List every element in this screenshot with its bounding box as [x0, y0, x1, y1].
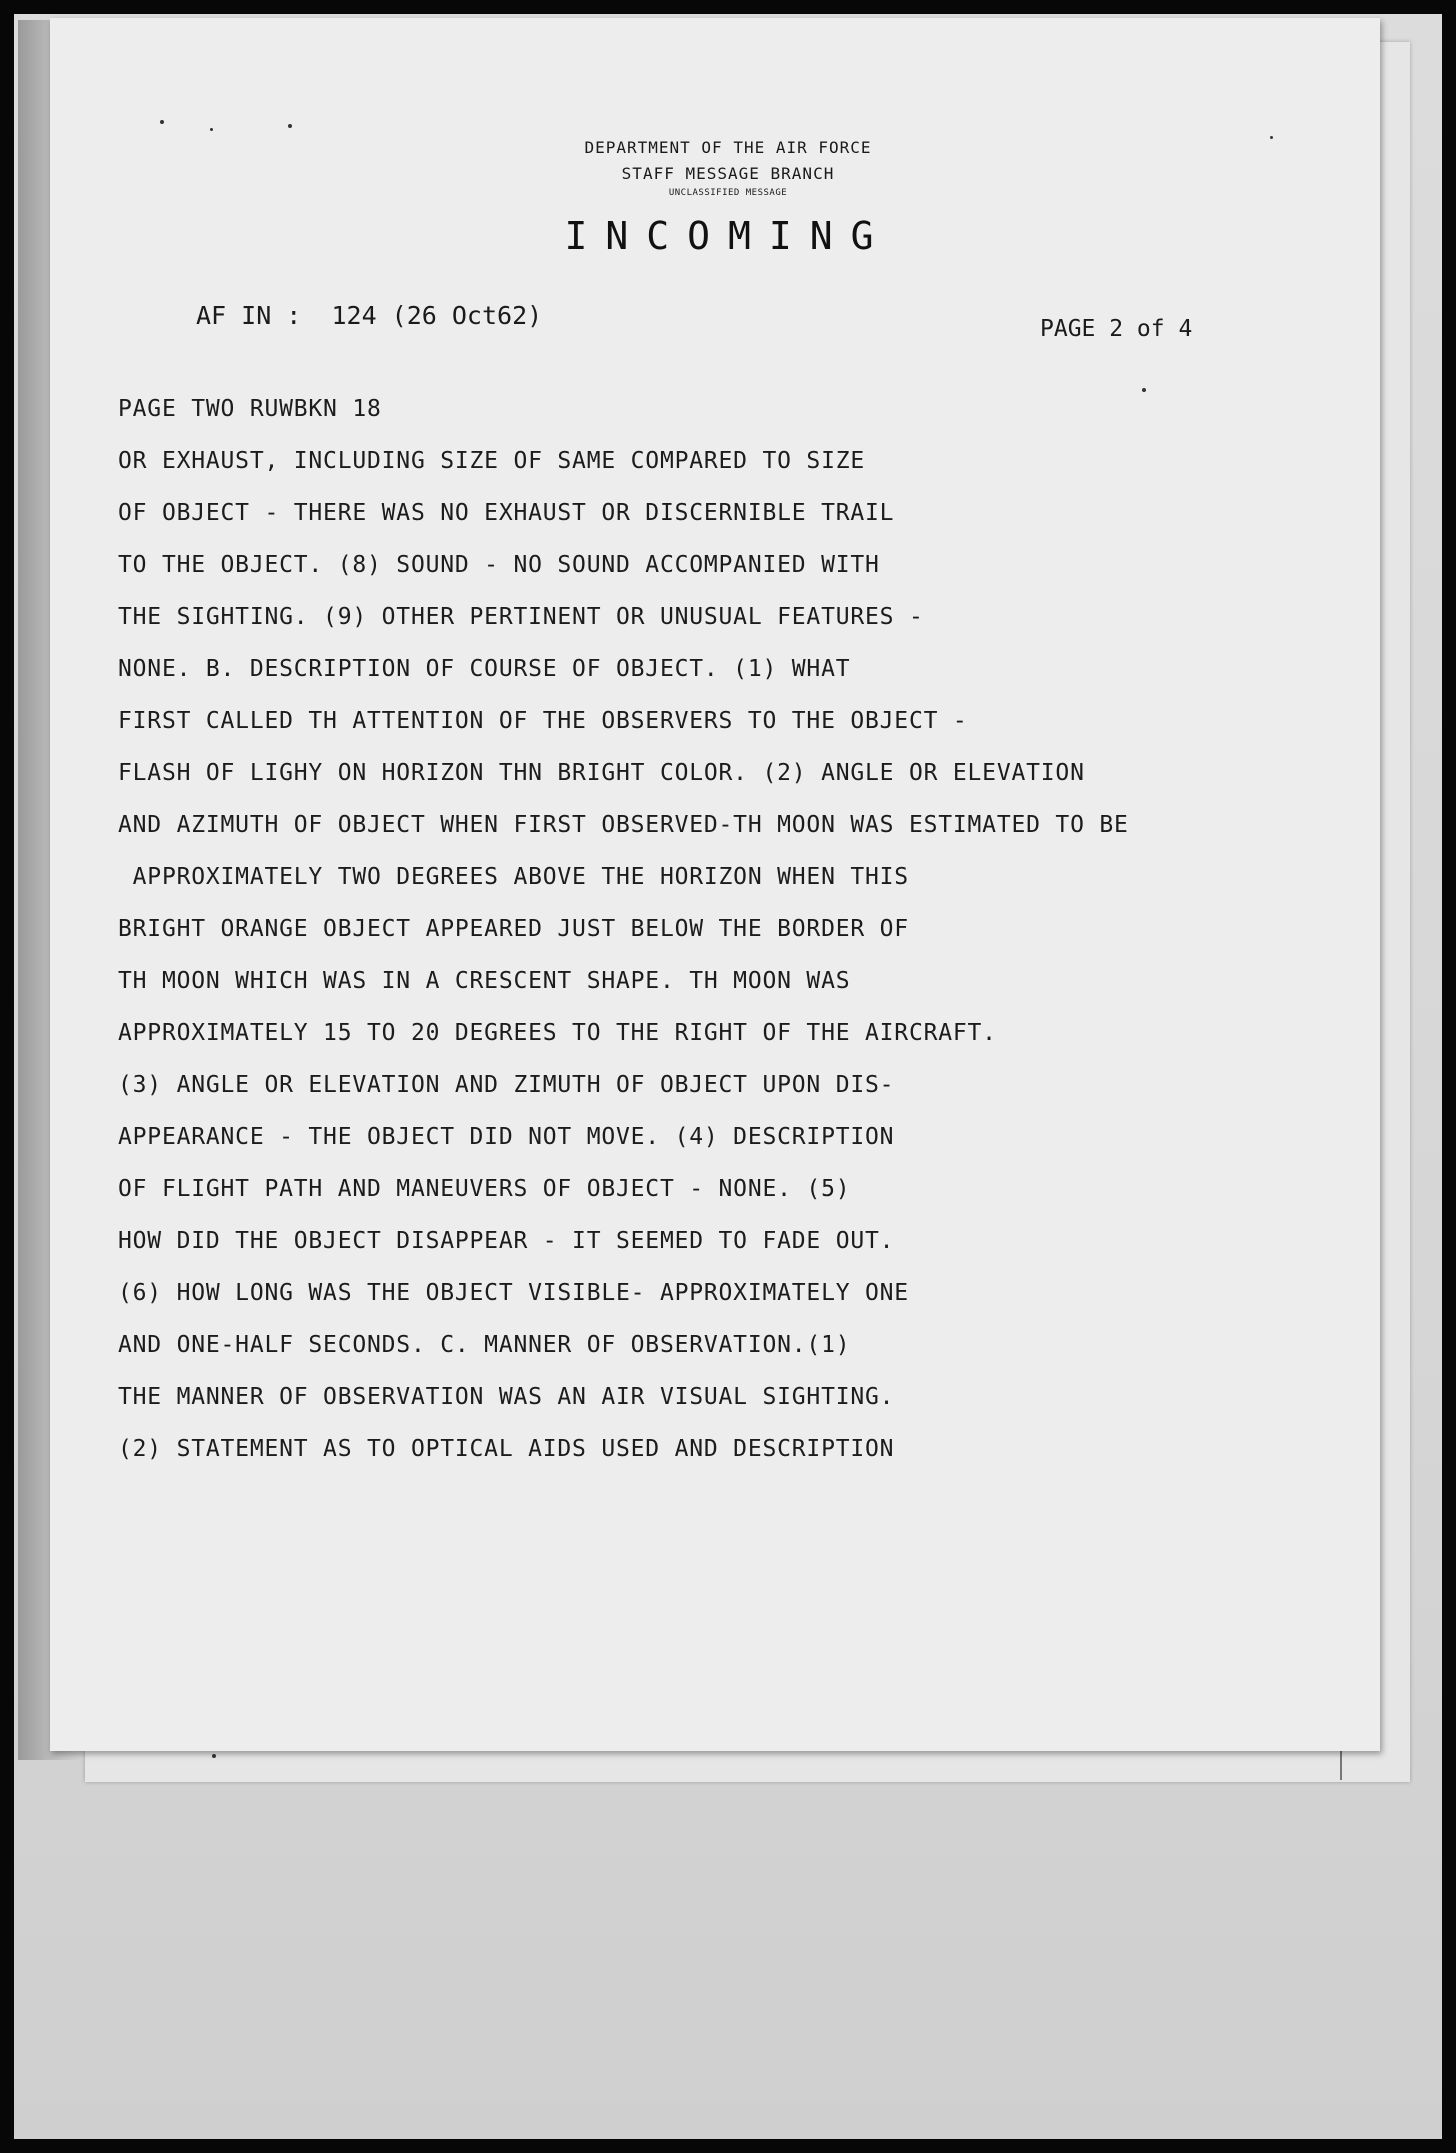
scan-speck	[1270, 136, 1273, 139]
message-line: OF FLIGHT PATH AND MANEUVERS OF OBJECT - NONE. (5)	[118, 1176, 851, 1202]
message-line: HOW DID THE OBJECT DISAPPEAR - IT SEEMED TO FADE OUT.	[118, 1228, 895, 1254]
message-line: THE MANNER OF OBSERVATION WAS AN AIR VISUAL SIGHTING.	[118, 1384, 895, 1410]
message-line: TH MOON WHICH WAS IN A CRESCENT SHAPE. TH MOON WAS	[118, 968, 851, 994]
message-line: APPEARANCE - THE OBJECT DID NOT MOVE. (4) DESCRIPTION	[118, 1124, 895, 1150]
scan-speck	[160, 120, 164, 124]
message-line: (2) STATEMENT AS TO OPTICAL AIDS USED AND DESCRIPTION	[118, 1436, 895, 1462]
message-line: OF OBJECT - THERE WAS NO EXHAUST OR DISCERNIBLE TRAIL	[118, 500, 895, 526]
scan-speck	[1142, 388, 1146, 392]
message-line: APPROXIMATELY TWO DEGREES ABOVE THE HORIZON WHEN THIS	[118, 864, 909, 890]
af-in-reference: AF IN : 124 (26 Oct62)	[196, 301, 543, 330]
message-line: NONE. B. DESCRIPTION OF COURSE OF OBJECT. (1) WHAT	[118, 656, 851, 682]
message-line: (6) HOW LONG WAS THE OBJECT VISIBLE- APPROXIMATELY ONE	[118, 1280, 909, 1306]
classification-label: UNCLASSIFIED MESSAGE	[668, 188, 788, 198]
message-line: FIRST CALLED TH ATTENTION OF THE OBSERVERS TO THE OBJECT -	[118, 708, 968, 734]
message-line: APPROXIMATELY 15 TO 20 DEGREES TO THE RIGHT OF THE AIRCRAFT.	[118, 1020, 997, 1046]
message-line: AND ONE-HALF SECONDS. C. MANNER OF OBSERVATION.(1)	[118, 1332, 851, 1358]
page-number: PAGE 2 of 4	[1040, 316, 1193, 342]
message-line: PAGE TWO RUWBKN 18	[118, 396, 382, 422]
scan-speck	[288, 124, 292, 128]
message-line: (3) ANGLE OR ELEVATION AND ZIMUTH OF OBJECT UPON DIS-	[118, 1072, 895, 1098]
department-name: DEPARTMENT OF THE AIR FORCE	[584, 138, 872, 157]
message-line: BRIGHT ORANGE OBJECT APPEARED JUST BELOW THE BORDER OF	[118, 916, 909, 942]
message-type-title: INCOMING	[564, 214, 892, 258]
scan-speck	[212, 1754, 216, 1758]
branch-name: STAFF MESSAGE BRANCH	[621, 164, 835, 183]
message-body	[118, 383, 1278, 1475]
message-line: THE SIGHTING. (9) OTHER PERTINENT OR UNUSUAL FEATURES -	[118, 604, 924, 630]
message-line: TO THE OBJECT. (8) SOUND - NO SOUND ACCOMPANIED WITH	[118, 552, 880, 578]
message-line: FLASH OF LIGHY ON HORIZON THN BRIGHT COLOR. (2) ANGLE OR ELEVATION	[118, 760, 1085, 786]
message-line: OR EXHAUST, INCLUDING SIZE OF SAME COMPARED TO SIZE	[118, 448, 866, 474]
message-line: AND AZIMUTH OF OBJECT WHEN FIRST OBSERVED-TH MOON WAS ESTIMATED TO BE	[118, 812, 1129, 838]
scan-speck	[210, 128, 213, 131]
